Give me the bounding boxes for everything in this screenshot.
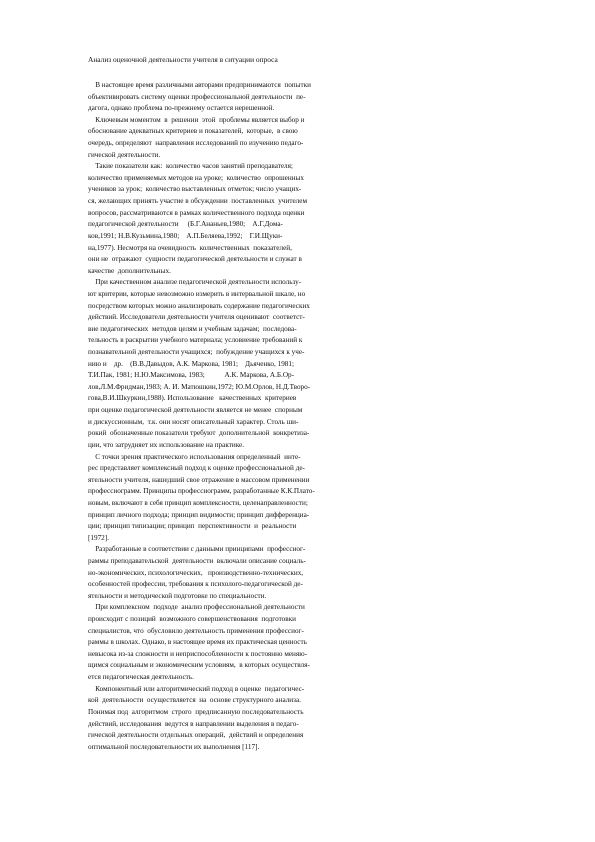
text-line: происходит с позиций возможного совершенствования подготовки	[88, 615, 296, 624]
text-line: рокий обозначенные показатели требуют дополнительной конкретиза-	[88, 429, 310, 438]
text-line: при оценке педагогической деятельности является не менее спорным	[88, 406, 303, 415]
text-line: ятельности и методической подготовке по специальности.	[88, 591, 267, 600]
text-line: вие педагогических методов целям и учебным задачам; последова-	[88, 324, 297, 333]
text-line: ции; принцип типизации; принцип перспективности и реальности	[88, 522, 297, 531]
text-line: учеников за урок; количество выставленных отметок; число учащих-	[88, 185, 302, 194]
text-line: ется педагогическая деятельность.	[88, 673, 194, 682]
text-line: гической деятельности отдельных операций, действий и определения	[88, 731, 304, 740]
text-line: лов,Л.М.Фридман,1983; А. И. Матюшкин,1972; Ю.М.Орлов, Н.Д.Творо-	[88, 382, 311, 391]
text-line: рес представляет комплексный подход к оценке профессиональной де-	[88, 464, 305, 473]
text-line: оптимальной последовательности их выполнения [117].	[88, 742, 260, 751]
document-body	[88, 80, 388, 753]
text-line: объективировать систему оценки профессиональной деятельности пе-	[88, 92, 306, 101]
text-line: действий, исследования ведутся в направлении выделения в педаго-	[88, 719, 299, 728]
text-line: Такие показатели как: количество часов занятий преподавателя;	[88, 162, 293, 171]
text-line: педагогической деятельности (Б.Г.Ананьев,1980; А.Г.Дома-	[88, 220, 283, 229]
text-line: действий. Исследователи деятельности учителя оценивают соответст-	[88, 313, 305, 322]
document-title: Анализ оценочной деятельности учителя в ситуации опроса	[88, 55, 278, 64]
text-line: принцип личного подхода; принцип видимости; принцип дифференциа-	[88, 510, 310, 519]
text-line: кой деятельности осуществляется на основе структурного анализа.	[88, 696, 301, 705]
text-line: Т.И.Пак, 1981; Н.Ю.Максимова, 1983; А.К. Маркова, А.Б.Ор-	[88, 371, 294, 380]
text-line: С точки зрения практического использования определенный инте-	[88, 452, 301, 461]
text-line: раммы в школах. Однако, в настоящее время их практическая ценность	[88, 638, 307, 647]
text-line: При комплексном подходе анализ профессиональной деятельности	[88, 603, 305, 612]
text-line: гической деятельности.	[88, 150, 161, 159]
text-line: познавательной деятельности учащихся; побуждение учащихся к уче-	[88, 348, 305, 357]
text-line: невысока из-за сложности и неприспособленности к постоянно меняю-	[88, 649, 307, 658]
text-line: нию и др. (В.В.Давыдов, А.К. Маркова, 1981; Дьяченко, 1981;	[88, 359, 294, 368]
text-line: специалистов, что обусловило деятельность применения профессиог-	[88, 626, 304, 635]
text-line: Компонентный или алгоритмический подход в оценке педагогичес-	[88, 684, 305, 693]
text-line: ков,1991; Н.В.Кузьмина,1980; А.П.Беляева,1992; Г.И.Щуки-	[88, 231, 283, 240]
text-line: обоснование адекватных критериев и показателей, которые, в свою	[88, 127, 298, 136]
text-line: Разработанные в соответствии с данными принципами профессиог-	[88, 545, 306, 554]
text-line: посредством которых можно анализировать содержание педагогических	[88, 301, 310, 310]
text-line: дагога, однако проблема по-прежнему остается нерешенной.	[88, 104, 275, 113]
text-line: особенностей профессии, требования к психолого-педагогической де-	[88, 580, 303, 589]
text-line: качестве дополнительных.	[88, 266, 171, 275]
text-line: на,1977). Несмотря на очевидность количественных показателей,	[88, 243, 292, 252]
text-line: ятельности учителя, нашедший свое отражение в массовом применении	[88, 475, 310, 484]
text-line: При качественном анализе педагогической деятельности использу-	[88, 278, 302, 287]
text-line: очередь, определяют направления исследований по изучению педаго-	[88, 139, 304, 148]
text-line: количество применяемых методов на уроке; количество опрошенных	[88, 173, 304, 182]
text-line: [1972].	[88, 533, 109, 542]
text-line: новым, включают в себя принцип комплексности, целенаправленности;	[88, 498, 308, 507]
text-line: Понимая под алгоритмом строго предписанную последовательность	[88, 707, 304, 716]
text-line: щимся социальным и экономическим условиям, в которых осуществля-	[88, 661, 310, 670]
text-line: они не отражают сущности педагогической деятельности и служат в	[88, 255, 302, 264]
text-line: но-экономических, психологических, производственно-технических,	[88, 568, 304, 577]
text-line: и дискуссионным, т.к. они носят описательный характер. Столь ши-	[88, 417, 299, 426]
text-line: ся, желающих принять участие в обсуждении поставленных учителем	[88, 197, 307, 206]
text-line: раммы преподавательской деятельности включали описание социаль-	[88, 556, 306, 565]
text-line: В настоящее время различными авторами предпринимаются попытки	[88, 81, 311, 89]
text-line: профессиограмм. Принципы профессиограмм, разработанные К.К.Плато-	[88, 487, 315, 496]
text-line: гова,В.И.Шкуркин,1988). Использование качественных критериев	[88, 394, 297, 403]
text-line: Ключевым моментом в решении этой проблемы является выбор и	[88, 115, 305, 124]
text-line: ют критерии, которые невозможно измерить в интервальной шкале, но	[88, 289, 306, 298]
text-line: тельность в раскрытии учебного материала; условиение требований к	[88, 336, 303, 345]
text-line: вопросов, рассматриваются в рамках количественного подхода оценки	[88, 208, 305, 217]
text-line: ции, что затрудняет их использование на практике.	[88, 440, 245, 449]
